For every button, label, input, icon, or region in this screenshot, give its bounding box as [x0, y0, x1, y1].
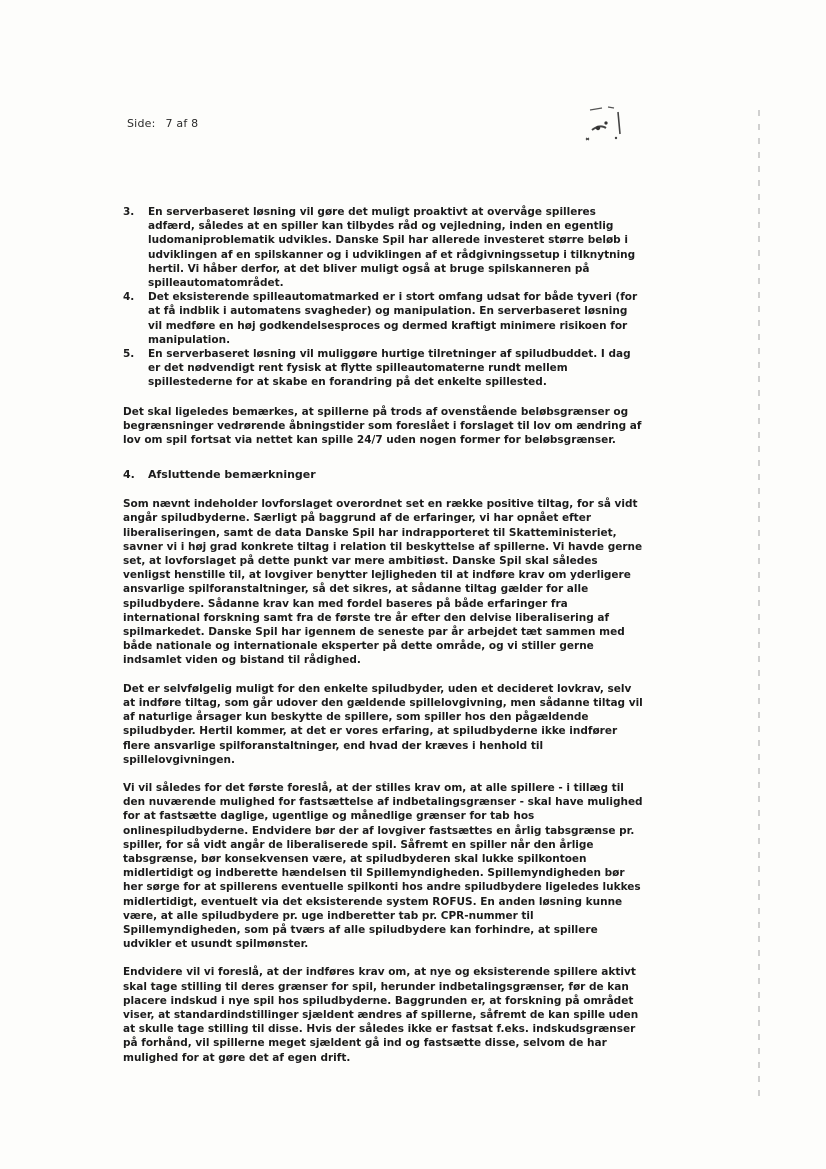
- numbered-list: [123, 205, 643, 390]
- scan-edge-line: [758, 110, 760, 1100]
- document-body: [123, 205, 643, 1079]
- list-number: 4.: [123, 291, 135, 304]
- page-header: [127, 117, 198, 130]
- paragraph: Vi vil således for det første foreslå, at der stilles krav om, at alle spillere - i tillæg til den nuværende mulighed for fastsættelse af indbetalingsgrænser - skal have mulighed for at fastsætte daglige, ugentlige og månedlige grænser for tab hos onlinespiludbyderne. Endvidere bør der af lovgiver fastsættes en årlig tabsgrænse pr. spiller, for så vidt angår de liberaliserede spil. Såfremt en spiller når den årlige tabsgrænse, bør konsekvensen være, at spiludbyderen skal lukke spilkontoen midlertidigt og indberette hændelsen til Spillemyndigheden. Spillemyndigheden bør her sørge for at spillerens eventuelle spilkonti hos andre spiludbydere ligeledes lukkes midlertidigt, eventuelt via det eksisterende system ROFUS. En anden løsning kunne være, at alle spiludbydere pr. uge indberetter tab pr. CPR-nummer til Spillemyndigheden, som på tværs af alle spiludbydere kan forhindre, at spillere udvikler et usundt spilmønster.: [123, 781, 643, 951]
- page-number: 7 af 8: [165, 117, 199, 130]
- paragraph: Som nævnt indeholder lovforslaget overordnet set en række positive tiltag, for så vidt angår spiludbyderne. Særligt på baggrund af de erfaringer, vi har opnået efter liberaliseringen, samt de data Danske Spil har indrapporteret til Skatteministeriet, savner vi i høj grad konkrete tiltag i relation til beskyttelse af spillerne. Vi havde gerne set, at lovforslaget på dette punkt var mere ambitiøst. Danske Spil skal således venligst henstille til, at lovgiver benytter lejligheden til at indføre krav om yderligere ansvarlige spilforanstaltninger, så det sikres, at sådanne tiltag gælder for alle spiludbydere. Sådanne krav kan med fordel baseres på både erfaringer fra international forskning samt fra de første tre år efter den delvise liberalisering af spilmarkedet. Danske Spil har igennem de seneste par år arbejdet tæt sammen med både nationale og internationale eksperter på dette område, og vi stiller gerne indsamlet viden og bistand til rådighed.: [123, 498, 643, 667]
- list-text: En serverbaseret løsning vil muliggøre hurtige tilretninger af spiludbuddet. I dag er det nødvendigt rent fysisk at flytte spilleautomaterne rundt mellem spillestederne for at skabe en forandring på det enkelte spillested.: [148, 348, 631, 389]
- list-item: [123, 205, 643, 290]
- paragraph: Det er selvfølgelig muligt for den enkelte spiludbyder, uden et decideret lovkrav, selv at indføre tiltag, som går udover den gældende spillelovgivning, men sådanne tiltag vil af naturlige årsager kun beskytte de spillere, som spiller hos den pågældende spiludbyder. Hertil kommer, at det er vores erfaring, at spiludbyderne ikke indfører flere ansvarlige spilforanstaltninger, end hvad der kræves i henhold til spillelovgivningen.: [123, 682, 643, 766]
- list-item: [123, 290, 643, 347]
- stamp-mark-icon: [580, 104, 630, 148]
- paragraph: Det skal ligeledes bemærkes, at spillerne på trods af ovenstående beløbsgrænser og begrænsninger vedrørende åbningstider som foreslået i forslaget til lov om ændring af lov om spil fortsat via nettet kan spille 24/7 uden nogen former for beløbsgrænser.: [123, 405, 642, 447]
- paragraph: Endvidere vil vi foreslå, at der indføres krav om, at nye og eksisterende spillere aktivt skal tage stilling til deres grænser for spil, herunder indbetalingsgrænser, før de kan placere indskud i nye spil hos spiludbyderne. Baggrunden er, at forskning på området viser, at standardindstillinger sjældent ændres af spillerne, såfremt de kan spille uden at skulle tage stilling til disse. Hvis der således ikke er fastsat f.eks. indskudsgrænser på forhånd, vil spillerne meget sjældent gå ind og fastsætte disse, selvom de har mulighed for at gøre det af egen drift.: [123, 966, 639, 1064]
- section-number: 4.: [123, 468, 135, 482]
- list-number: 5.: [123, 348, 135, 361]
- section-title: Afsluttende bemærkninger: [148, 468, 316, 482]
- list-text: En serverbaseret løsning vil gøre det muligt proaktivt at overvåge spilleres adfærd, således at en spiller kan tilbydes råd og vejledning, inden en egentlig ludomaniproblematik udvikles. Danske Spil har allerede investeret større beløb i udviklingen af en spilskanner og i udviklingen af et rådgivningssetup i tilknytning hertil. Vi håber derfor, at det bliver muligt også at bruge spilskanneren på spilleautomatområdet.: [148, 206, 636, 290]
- list-number: 3.: [123, 206, 135, 218]
- section-heading: [123, 468, 643, 482]
- page-label: Side:: [127, 117, 156, 130]
- list-text: Det eksisterende spilleautomatmarked er i stort omfang udsat for både tyveri (for at få indblik i automatens svagheder) og manipulation. En serverbaseret løsning vil medføre en høj godkendelsesproces og dermed kraftigt minimere risikoen for manipulation.: [148, 291, 638, 346]
- list-item: [123, 347, 643, 390]
